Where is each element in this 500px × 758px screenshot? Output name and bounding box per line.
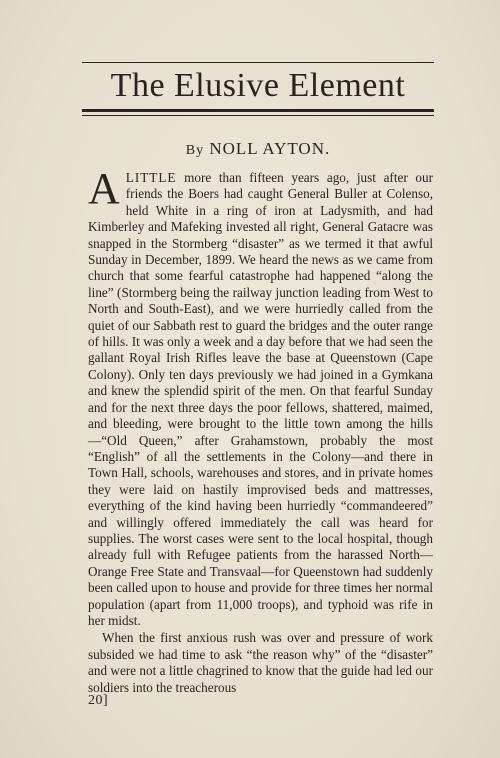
title-rule-bottom-thick xyxy=(82,109,434,112)
page-number: 20] xyxy=(88,693,109,708)
lead-word: LITTLE xyxy=(125,170,177,185)
paragraph-1 xyxy=(88,164,433,629)
author-name: NOLL AYTON. xyxy=(209,139,331,158)
article-title: The Elusive Element xyxy=(110,67,406,104)
byline-prefix: By xyxy=(185,143,205,158)
drop-cap: A xyxy=(88,164,120,213)
title-rule-bottom-thin xyxy=(82,115,434,116)
byline xyxy=(82,138,434,162)
article-body xyxy=(88,164,433,696)
paragraph-1-text: more than fifteen years ago, just after our friends the Boers had caught General Buller at Colenso, held White in a ring of iron at Ladysmith, and had Kimberley and Mafeking invested all right, General Gatacre was snapped in the Stormberg “disaster” as we termed it that awful Sunday in December, 1899. We heard the news as we came from church that some fearful catastrophe had happened “along the line” (Stormberg being the railway junction leading from West to North and South-East), and we were hurriedly called from the quiet of our Sabbath rest to guard the bridges and the outer range of hills. It was only a week and a day before that we had seen the gallant Royal Irish Rifles leave the base at Queenstown (Cape Colony). Only ten days previously we had joined in a Gymkana and knew the splendid spirit of the men. On that fearful Sunday and for the next three days the poor fellows, shattered, maimed, and bleeding, were brought to the little town among the hills—“Old Queen,” after Grahamstown, probably the most “English” of all the settlements in the Colony—and there in Town Hall, schools, warehouses and stores, and in private homes they were laid on hastily improvised beds and mattresses, everything of the kind having been hurriedly “commandeered” and willingly offered immediately the call was heard for supplies. The worst cases were sent to the local hospital, though already full with Refugee patients from the harassed North—Orange Free State and Transvaal—for Queenstown had suddenly been called upon to house and provide for three times her normal population (apart from 11,000 troops), and typhoid was rife in her midst. xyxy=(88,170,433,628)
paragraph-2: When the first anxious rush was over and pressure of work subsided we had time to ask “the reason why” of the “disaster” and were not a little chagrined to know that the guide had led our soldiers into the treacherous xyxy=(88,630,433,695)
title-rule-top xyxy=(82,62,434,63)
